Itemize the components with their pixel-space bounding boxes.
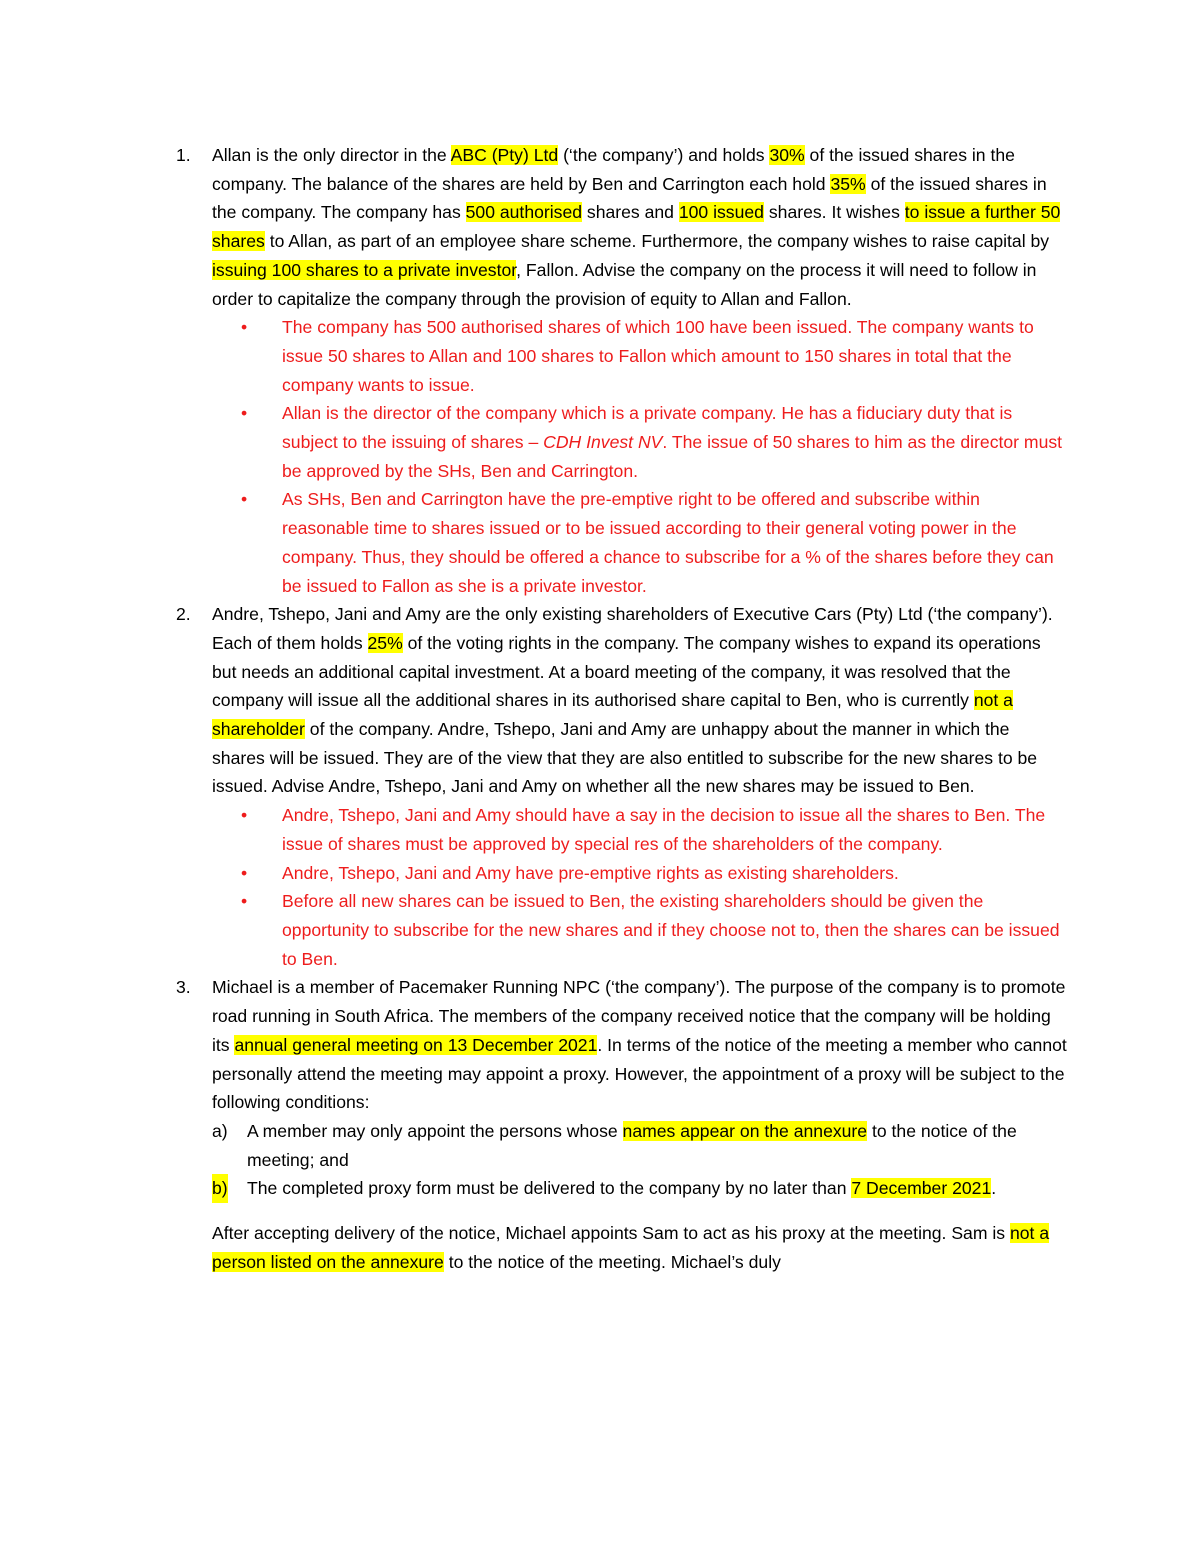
text-run: The company has 500 authorised shares of which 100 have been issued. The company wants to issue 50 shares to Allan and 100 shares to Fallon which amount to 150 shares in total that the company wants to issue. [282, 317, 1034, 395]
highlighted-text: 100 issued [678, 202, 764, 223]
highlighted-text: ABC (Pty) Ltd [450, 145, 559, 165]
highlighted-text: issuing 100 shares to a private investor [212, 259, 517, 280]
text-run: (‘the company’) and holds [558, 145, 770, 165]
bullet-icon: • [241, 805, 248, 826]
text-run: A member may only appoint the persons whose [247, 1120, 623, 1141]
text-run: Andre, Tshepo, Jani and Amy are the only existing shareholders of Executive Cars (Pty) Ltd (‘the company’). Each of them holds [212, 604, 1053, 653]
condition-a [212, 1117, 1067, 1174]
condition-text [247, 1178, 996, 1198]
text-run: to Allan, as part of an employee share scheme. Furthermore, the company wishes to raise capital by [264, 231, 1050, 252]
text-run: of the voting rights in the company. The company wishes to expand its operations but needs an additional capital investment. At a board meeting of the company, it was resolved that the company will issue all the additional shares in its authorised share capital to Ben, who is currently [212, 632, 1041, 711]
bullet-icon: • [241, 862, 248, 883]
highlighted-text: annual general meeting on 13 December 2021 [234, 1034, 598, 1055]
question-number: 2. [176, 604, 191, 625]
answer-bullet [212, 399, 1067, 485]
question-1 [0, 141, 1067, 600]
condition-text [247, 1121, 1017, 1170]
text-run: Andre, Tshepo, Jani and Amy should have a say in the decision to issue all the shares to Ben. The issue of shares must be approved by special res of the shareholders of the company. [282, 805, 1046, 854]
answer-bullet [212, 485, 1067, 600]
text-run: of the issued shares in the company. The company has [212, 173, 1047, 223]
text-run: . In terms of the notice of the meeting a member who cannot personally attend the meeting may appoint a proxy. However, the appointment of a proxy will be subject to the following conditions: [212, 1034, 1067, 1113]
answer-bullet [212, 313, 1067, 399]
highlighted-text: 35% [830, 173, 866, 194]
text-run: to the notice of the meeting. Michael’s duly [443, 1251, 781, 1272]
text-run: Before all new shares can be issued to Ben, the existing shareholders should be given the opportunity to subscribe for the new shares and if they choose not to, then the shares can be issued to Ben. [282, 891, 1060, 969]
highlighted-text: not a person listed on the annexure [212, 1223, 1050, 1272]
answer-bullet [212, 859, 1067, 888]
answer-bullet [212, 801, 1067, 858]
answer-text [282, 489, 1054, 595]
question-text [212, 973, 1067, 1117]
bullet-icon: • [241, 891, 248, 912]
text-run: shares and [582, 202, 679, 223]
text-run: shares. It wishes [763, 202, 905, 223]
bullet-icon: • [241, 489, 248, 510]
question-2 [0, 600, 1067, 973]
text-run: to the notice of the meeting; and [247, 1120, 1017, 1170]
bullet-icon: • [241, 317, 248, 338]
text-run: Andre, Tshepo, Jani and Amy have pre-emptive rights as existing shareholders. [282, 862, 899, 883]
question-text [212, 141, 1067, 313]
bullet-icon: • [241, 403, 248, 424]
highlighted-text: 25% [367, 632, 403, 653]
text-run: After accepting delivery of the notice, Michael appoints Sam to act as his proxy at the meeting. Sam is [212, 1223, 1010, 1244]
highlighted-text: names appear on the annexure [622, 1120, 868, 1141]
text-run: Michael is a member of Pacemaker Running NPC (‘the company’). The purpose of the company is to promote road running in South Africa. The members of the company received notice that the company will be holding its [212, 977, 1066, 1055]
text-run: . The issue of 50 shares to him as the director must be approved by the SHs, Ben and Carrington. [282, 432, 1063, 481]
answer-list [212, 313, 1067, 600]
scenario-paragraph [212, 1219, 1067, 1276]
condition-label: a) [212, 1120, 228, 1141]
italic-text: CDH Invest NV [543, 432, 663, 453]
highlighted-text: 30% [769, 145, 805, 165]
question-number: 3. [176, 977, 191, 998]
question-3 [0, 973, 1067, 1276]
text-run: of the company. Andre, Tshepo, Jani and Amy are unhappy about the manner in which the shares will be issued. They are of the view that they are also entitled to subscribe for the new shares to be issued. Advise Andre, Tshepo, Jani and Amy on whether all the new shares may be issued to Ben. [212, 719, 1038, 797]
text-run: , Fallon. Advise the company on the process it will need to follow in order to capitalize the company through the provision of equity to Allan and Fallon. [212, 259, 1037, 309]
question-number: 1. [176, 145, 191, 165]
text-run: . [991, 1178, 997, 1199]
answer-bullet [212, 887, 1067, 973]
answer-text [282, 403, 1062, 480]
answer-text [282, 317, 1034, 394]
text-run: As SHs, Ben and Carrington have the pre-emptive right to be offered and subscribe within reasonable time to shares issued or to be issued according to their general voting power in the company. Thus, they should be offered a chance to subscribe for a % of the shares before they can be issued to Fallon as she is a private investor. [282, 489, 1054, 596]
highlighted-text: 500 authorised [465, 202, 583, 223]
answer-text [282, 863, 899, 883]
text-run: Allan is the only director in the [212, 145, 451, 165]
text-run: Allan is the director of the company which is a private company. He has a fiduciary duty that is subject to the issuing of shares – [282, 403, 1013, 453]
highlighted-text: to issue a further 50 shares [212, 202, 1061, 252]
highlighted-text: not a shareholder [212, 690, 1013, 740]
answer-list [212, 801, 1067, 973]
condition-b [212, 1174, 1067, 1203]
highlighted-text: 7 December 2021 [851, 1178, 992, 1199]
text-run: of the issued shares in the company. The balance of the shares are held by Ben and Carrington each hold [212, 145, 1015, 194]
document-body [0, 141, 1200, 1276]
answer-text [282, 891, 1060, 968]
condition-label: b) [212, 1174, 228, 1203]
answer-text [282, 805, 1045, 854]
question-text [212, 600, 1067, 801]
text-run: The completed proxy form must be delivered to the company by no later than [247, 1178, 852, 1199]
